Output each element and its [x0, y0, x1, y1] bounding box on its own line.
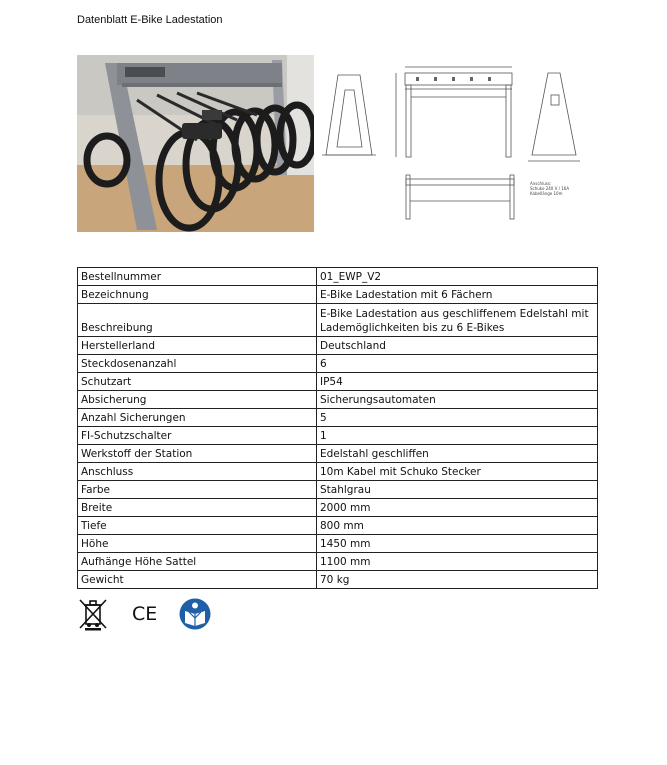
spec-row	[78, 571, 598, 589]
weee-crossed-bin-icon	[77, 597, 109, 631]
spec-value: 1100 mm	[317, 553, 598, 571]
spec-value: Stahlgrau	[317, 481, 598, 499]
spec-row	[78, 409, 598, 427]
spec-row	[78, 445, 598, 463]
spec-row	[78, 427, 598, 445]
technical-drawing	[318, 55, 593, 225]
spec-value: 70 kg	[317, 571, 598, 589]
spec-row	[78, 499, 598, 517]
spec-key: Bezeichnung	[78, 286, 317, 304]
spec-value: 2000 mm	[317, 499, 598, 517]
spec-value: IP54	[317, 373, 598, 391]
spec-key: Tiefe	[78, 517, 317, 535]
spec-key: Beschreibung	[78, 304, 317, 337]
read-manual-icon	[179, 598, 211, 630]
spec-key: Herstellerland	[78, 337, 317, 355]
spec-key: Bestellnummer	[78, 268, 317, 286]
spec-key: Höhe	[78, 535, 317, 553]
spec-row	[78, 373, 598, 391]
spec-value: Edelstahl geschliffen	[317, 445, 598, 463]
ce-mark-icon	[131, 600, 157, 626]
ce-mark-text: CE	[132, 603, 157, 625]
drawing-note-line-3: Kabellänge 10m	[530, 191, 563, 196]
spec-value: 1	[317, 427, 598, 445]
spec-key: Werkstoff der Station	[78, 445, 317, 463]
spec-row	[78, 304, 598, 337]
spec-key: Aufhänge Höhe Sattel	[78, 553, 317, 571]
drawing-note-line-2: Schuko 240 V / 16A	[530, 186, 570, 191]
spec-value: 6	[317, 355, 598, 373]
spec-row	[78, 355, 598, 373]
spec-value: E-Bike Ladestation mit 6 Fächern	[317, 286, 598, 304]
spec-key: Absicherung	[78, 391, 317, 409]
spec-row	[78, 268, 598, 286]
spec-value: 10m Kabel mit Schuko Stecker	[317, 463, 598, 481]
spec-key: Breite	[78, 499, 317, 517]
spec-key: Steckdosenanzahl	[78, 355, 317, 373]
spec-key: Gewicht	[78, 571, 317, 589]
spec-value: Sicherungsautomaten	[317, 391, 598, 409]
spec-key: Farbe	[78, 481, 317, 499]
spec-key: Anzahl Sicherungen	[78, 409, 317, 427]
spec-value: E-Bike Ladestation aus geschliffenem Edelstahl mit Lademöglichkeiten bis zu 6 E-Bikes	[317, 304, 598, 337]
spec-value: 5	[317, 409, 598, 427]
page-title: Datenblatt E-Bike Ladestation	[77, 14, 223, 26]
spec-value: 1450 mm	[317, 535, 598, 553]
spec-table	[77, 267, 598, 589]
spec-row	[78, 463, 598, 481]
spec-row	[78, 286, 598, 304]
spec-key: Anschluss	[78, 463, 317, 481]
spec-row	[78, 337, 598, 355]
spec-value: 800 mm	[317, 517, 598, 535]
spec-row	[78, 553, 598, 571]
station-photo	[77, 55, 314, 232]
drawing-note-line-1: Anschluss:	[530, 181, 552, 186]
spec-value: Deutschland	[317, 337, 598, 355]
spec-row	[78, 391, 598, 409]
spec-value: 01_EWP_V2	[317, 268, 598, 286]
spec-key: FI-Schutzschalter	[78, 427, 317, 445]
spec-row	[78, 535, 598, 553]
spec-row	[78, 481, 598, 499]
spec-row	[78, 517, 598, 535]
spec-key: Schutzart	[78, 373, 317, 391]
